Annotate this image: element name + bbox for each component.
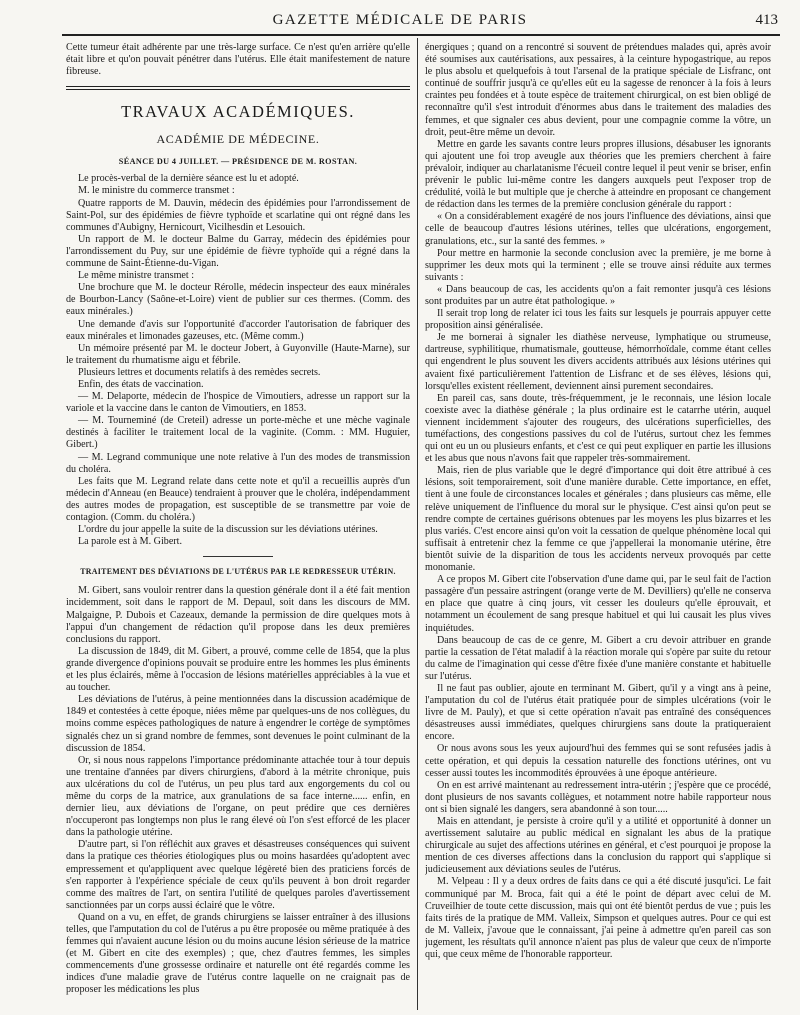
seance-heading: SÉANCE DU 4 JUILLET. — PRÉSIDENCE DE M. ROSTAN. xyxy=(118,157,358,167)
paragraph: Or, si nous nous rappelons l'importance prédominante attachée tour à tour depuis une trentaine d'années par divers chirurgiens, d'abord à la métrite chronique, puis aux ulcérations du col de l'utérus, un peu plus tard aux engorgements du col ou même du corps de la matrice, aux granulations de sa face interne...... enfin, en dernier lieu, aux déviations de l'organe, on peut prédire que ces dernières n'occuperont pas longtemps non plus le rang élevé où l'on s'est efforcé de les placer dans la pathologie utérine. xyxy=(66,754,410,839)
paragraph: Un rapport de M. le docteur Balme du Garray, médecin des épidémies pour l'arrondissement du Puy, sur une épidémie de fièvre typhoïde qui a régné dans la commune de Saint-Étienne-du-Vigan. xyxy=(66,233,410,270)
paragraph: Pour mettre en harmonie la seconde conclusion avec la première, je me borne à supprimer les deux mots qui la terminent ; elle se trouve ainsi réduite aux termes suivants : xyxy=(425,247,771,283)
section-rule xyxy=(66,86,410,90)
paragraph: La discussion de 1849, dit M. Gibert, a prouvé, comme celle de 1854, que la plus grande divergence d'opinions pouvait se produire entre les hommes les plus éminents et les plus éclairés, même à l'occasion de lésions matérielles appréciables à la vue et au toucher. xyxy=(66,645,410,694)
paragraph: Un mémoire présenté par M. le docteur Jobert, à Guyonville (Haute-Marne), sur le traitement du rhumatisme aigu et fébrile. xyxy=(66,342,410,366)
header-rule xyxy=(62,34,780,36)
paragraph: D'autre part, si l'on réfléchit aux graves et désastreuses conséquences qui suivent dans la pratique ces théories étiologiques plus ou moins hasardées qu'adoptent avec empressement et qu'appliquent avec quelque légèreté bien des praticiens forcés de s'en rapporter à l'expérience spéciale de ceux qu'ils peuvent à bon droit regarder comme des maîtres de l'art, on sentira l'utilité de quelques paroles d'avertissement sanctionnées par un corps aussi éclairé que le vôtre. xyxy=(66,839,410,911)
left-column xyxy=(66,42,410,1007)
section-title: TRAVAUX ACADÉMIQUES. xyxy=(121,102,355,122)
short-rule xyxy=(203,556,273,557)
paragraph: Une brochure que M. le docteur Rérolle, médecin inspecteur des eaux minérales de Bourbon-Lancy (Saône-et-Loire) vient de publier sur ces thermes. (Comm. des eaux minérales.) xyxy=(66,282,410,318)
paragraph: L'ordre du jour appelle la suite de la discussion sur les déviations utérines. xyxy=(78,524,378,536)
paragraph: En pareil cas, sans doute, très-fréquemment, je le reconnais, une lésion locale coexiste avec la diathèse générale ; la plus ordinaire est le catarrhe utérin, auquel viennent incidemment s'ajouter des rougeurs, des ulcérations superficielles, des tuméfactions, des congestions passives du col de l'utérus, surtout chez les femmes qui ont eu un ou plusieurs enfants, et c'est ce qui peut expliquer en partie les illusions et les abus que nous n'avons fait que rappeler très-sommairement. xyxy=(425,392,771,465)
paragraph: Mais, rien de plus variable que le degré d'importance qui doit être attribué à ces lésions, soit temporairement, soit d'une manière durable. Cette importance, en effet, tient à une foule de circonstances locales et générales ; dans plusieurs cas même, elle relève uniquement de l'influence du moral sur le physique. C'est ainsi qu'on peut se rendre compte de certaines guérisons obtenues par les moyens les plus bizarres et les plus variés. C'est encore ainsi qu'on voit la cessation de quelque phénomène local qui suffisait à entretenir chez la femme ce que j'appellerai la monomanie utérine, être bientôt suivie de la disparition de tous les accidents nerveux provoqués par cette monomanie. xyxy=(425,465,771,574)
paragraph: Mettre en garde les savants contre leurs propres illusions, désabuser les ignorants qui ajoutent une foi trop aveugle aux théories que les premiers cherchent à faire prévaloir, indiquer au charlatanisme l'écueil contre lequel il peut venir se briser, enfin prévenir le public lui-même contre les dangers auxquels peut l'exposer trop de crédulité, voilà le but multiple que je cherche à atteindre en proposant ce changement de rédaction dans les termes de la première conclusion générale du rapport : xyxy=(425,138,771,211)
paragraph: M. le ministre du commerce transmet : xyxy=(78,185,235,197)
paragraph: — M. Tourneminé (de Creteil) adresse un porte-mèche et une mèche vaginale destinés à faciliter le traitement local de la vaginite. (Comm. : MM. Huguier, Gibert.) xyxy=(66,415,410,451)
paragraph: Il ne faut pas oublier, ajoute en terminant M. Gibert, qu'il y a vingt ans à peine, l'amputation du col de l'utérus était pratiquée pour de simples ulcérations (voir le livre de M. Pauly), et que si cette opération n'avait pas entraîné des conséquences désastreuses aussi immédiates, quelques chirurgiens sans doute la pratiqueraient encore. xyxy=(425,682,771,743)
paragraph: La parole est à M. Gibert. xyxy=(78,536,182,548)
paragraph: A ce propos M. Gibert cite l'observation d'une dame qui, par le seul fait de l'action passagère d'un pessaire astringent (orange verte de M. Devilliers) qu'elle ne conserva en place que quatre à cinq jours, vit cesser les douleurs qu'elle éprouvait, et notamment un écoulement de sang presque habituel et qui lui causait les plus vives inquiétudes. xyxy=(425,574,771,634)
paragraph: Une demande d'avis sur l'opportunité d'accorder l'autorisation de fabriquer des eaux minérales et limonades gazeuses, etc. (Même comm.) xyxy=(66,318,410,342)
journal-title: GAZETTE MÉDICALE DE PARIS xyxy=(272,12,528,28)
paragraph: Dans beaucoup de cas de ce genre, M. Gibert a cru devoir attribuer en grande partie la cessation de l'état maladif à la réaction morale qui s'opère par suite du retour du calme de l'imagination qui cesse d'être fixée d'une manière constante et habituelle sur l'utérus. xyxy=(425,634,771,682)
paragraph: — M. Legrand communique une note relative à l'un des modes de transmission du choléra. xyxy=(66,451,410,475)
paragraph: Quatre rapports de M. Dauvin, médecin des épidémies pour l'arrondissement de Saint-Pol, sur des épidémies de fièvre typhoïde et scarlatine qui ont régné dans les communes d'Aubigny, Hernicourt, Vicilhesdin et Lesouich. xyxy=(66,197,410,233)
paragraph: Plusieurs lettres et documents relatifs à des remèdes secrets. xyxy=(78,366,321,378)
paragraph: — M. Delaporte, médecin de l'hospice de Vimoutiers, adresse un rapport sur la variole et la vaccine dans le canton de Vimoutiers, en 1853. xyxy=(66,391,410,415)
paragraph: M. Velpeau : Il y a deux ordres de faits dans ce qui a été discuté jusqu'ici. Le fait communiqué par M. Broca, fait qui a été le point de départ avec celui de M. Cruveilhier de toute cette discussion, mais qui ont été bientôt perdus de vue ; puis les faits tirés de la pratique de MM. Valleix, Simpson et quelques autres. Pour ce qui est de M. Valleix, j'avoue que le connaissant, j'ai peine à admettre qu'en pareil cas son jugement, les résultats qu'il annonce n'aient pas plus de valeur que ceux de n'importe qui, que ceux même de l'honorable rapporteur. xyxy=(425,876,771,961)
quote-paragraph: « Dans beaucoup de cas, les accidents qu'on a fait remonter jusqu'à ces lésions sont produites par un autre état pathologique. » xyxy=(425,283,771,307)
paragraph: Le même ministre transmet : xyxy=(78,270,195,282)
paragraph: Mais en attendant, je persiste à croire qu'il y a utilité et opportunité à donner un avertissement salutaire au public médical en signalant les abus de la pratique chirurgicale au sujet des affections utérines en général, et c'est pourquoi je propose la mention de ces diverses affections dans la conclusion du rapport qui s'applique si judicieusement aux déviations seules de l'utérus. xyxy=(425,816,771,876)
intro-paragraph: Cette tumeur était adhérente par une très-large surface. Ce n'est qu'en arrière qu'elle était libre et qu'on pouvait pénétrer dans l'utérus. Elle était manifestement de nature fibreuse. xyxy=(66,42,410,78)
paragraph: Or nous avons sous les yeux aujourd'hui des femmes qui se sont refusées jadis à cette opération, et qui depuis la cessation naturelle des fonctions utérines, ont vu cesser aussi toutes les incommodités éprouvées à une époque antérieure. xyxy=(425,743,771,779)
paragraph: On en est arrivé maintenant au redressement intra-utérin ; j'espère que ce procédé, dont plusieurs de nos savants collègues, et notamment notre habile rapporteur nous ont si bien signalé les dangers, sera abandonné à son tour..... xyxy=(425,779,771,815)
right-column xyxy=(425,42,771,1007)
paragraph: Je me bornerai à signaler les diathèse nerveuse, lymphatique ou strumeuse, dartreuse, syphilitique, rhumatismale, goutteuse, hémorrhoïdale, comme étant celles qui engendrent le plus souvent les divers accidents attribués aux lésions utérines qui avaient fixé particulièrement l'attention de Lisfranc et de ses élèves, lésions qui, lorsqu'elles existent réellement, deviennent ainsi purement secondaires. xyxy=(425,332,771,392)
paragraph: Quand on a vu, en effet, de grands chirurgiens se laisser entraîner à des illusions telles, que l'amputation du col de l'utérus a pu être proposée ou même pratiquée à des femmes qui n'avaient aucune lésion ou du moins aucune lésion sérieuse de la matrice (et M. Gibert en cite des exemples) ; que, chez d'autres femmes, les simples commencements d'une grossesse ordinaire et naturelle ont été regardés comme les indices d'une maladie grave de l'utérus contre laquelle on ne craignait pas de proposer les médications les plus xyxy=(66,911,410,996)
paragraph: Les déviations de l'utérus, à peine mentionnées dans la discussion académique de 1849 et contestées à cette époque, niées même par quelques-uns de nos collègues, du moins comme espèces pathologiques de nature à engendrer le cortège de symptômes signalés chez un si grand nombre de femmes, sont devenues le point culminant de la discussion de 1854. xyxy=(66,694,410,754)
page-header xyxy=(0,0,800,42)
paragraph: Enfin, des états de vaccination. xyxy=(78,378,204,390)
paragraph: Les faits que M. Legrand relate dans cette note et qu'il a recueillis auprès d'un médecin d'Anneau (en Beauce) tendraient à prouver que le choléra, indépendamment des autres modes de propagation, est susceptible de se transmettre par voie de contagion. (Comm. du choléra.) xyxy=(66,475,410,523)
quote-paragraph: « On a considérablement exagéré de nos jours l'influence des déviations, ainsi que celle de beaucoup d'autres lésions utérines, telles que ulcérations, engorgement, granulations, etc., sur la santé des femmes. » xyxy=(425,211,771,247)
paragraph: Le procès-verbal de la dernière séance est lu et adopté. xyxy=(78,173,299,185)
article-title: TRAITEMENT DES DÉVIATIONS DE L'UTÉRUS PAR LE REDRESSEUR UTÉRIN. xyxy=(80,567,396,577)
column-divider xyxy=(417,38,418,1010)
page-number: 413 xyxy=(755,12,778,28)
paragraph: M. Gibert, sans vouloir rentrer dans la question générale dont il a été fait mention incidemment, soit dans le rapport de M. Depaul, soit dans les discours de MM. Malgaigne, P. Dubois et Cazeaux, demande la permission de dire quelques mots à l'appui d'un changement de rédaction qu'il propose dans les deux premières conclusions du rapport. xyxy=(66,585,410,645)
paragraph: énergiques ; quand on a rencontré si souvent de prétendues malades qui, après avoir été soumises aux cautérisations, aux pessaires, à la ceinture hypogastrique, au repos le plus absolu et quelquefois à tout l'arsenal de la pratique spéciale de Lisfranc, ont continué de souffrir jusqu'à ce qu'elles eût eu la sagesse de renoncer à la fois à leurs craintes peu fondées et à toute espèce de traitement chirurgical, on est bien obligé de reconnaître qu'il s'est introduit d'énormes abus dans le traitement des maladies des femmes, et que signaler ces abus devient, pour une compagnie comme la vôtre, un droit, peut-être même un devoir. xyxy=(425,42,771,138)
subsection-title: ACADÉMIE DE MÉDECINE. xyxy=(156,132,320,147)
paragraph: Il serait trop long de relater ici tous les faits sur lesquels je pourrais appuyer cette proposition ainsi généralisée. xyxy=(425,308,771,332)
